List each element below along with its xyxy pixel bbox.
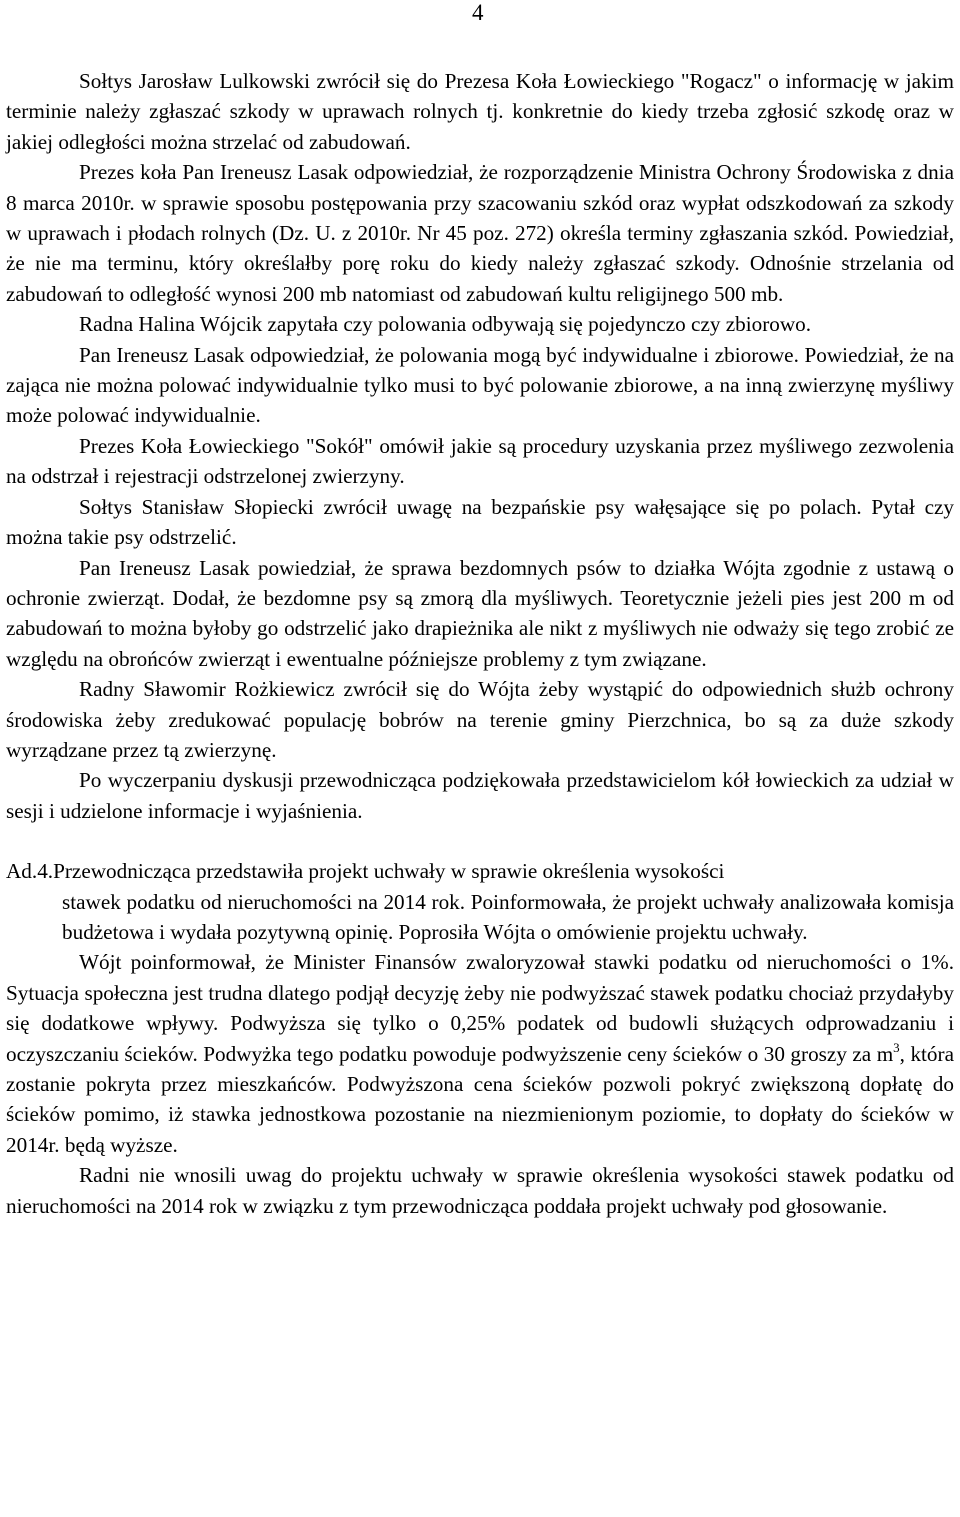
agenda-rest: stawek podatku od nieruchomości na 2014 rok. Poinformowała, że projekt uchwały analizowała komisja budżetowa i wydała pozytywną opinię. Poprosiła Wójta o omówienie projektu uchwały. xyxy=(62,889,954,944)
paragraph-radna-wojcik: Radna Halina Wójcik zapytała czy polowania odbywają się pojedynczo czy zbiorowo. xyxy=(79,312,812,337)
paragraph-soltys-slopiecki: Sołtys Stanisław Słopiecki zwrócił uwagę na bezpańskie psy wałęsające się po polach. Pytał czy można takie psy odstrzelić. xyxy=(6,494,954,550)
paragraph-lasak-psy: Pan Ireneusz Lasak powiedział, że sprawa bezdomnych psów to działka Wójta zgodnie z ustawą o ochronie zwierząt. Dodał, że bezdomne psy są zmorą dla myśliwych. Teoretycznie jeżeli pies jest 200 m od zabudowań to można byłoby go odstrzelić jako drapieżnika ale nikt z myśliwych nie odważy się tego zrobić ze względu na obrońców zwierząt i ewentualne późniejsze problemy z tym związane. xyxy=(6,555,954,671)
agenda-item-4 xyxy=(6,856,954,947)
paragraph-soltys-lulkowski: Sołtys Jarosław Lulkowski zwrócił się do Prezesa Koła Łowieckiego "Rogacz" o informację w jakim terminie należy zgłaszać szkody w uprawach rolnych tj. konkretnie do kiedy trzeba zgłosić szkodę oraz w jakiej odległości można strzelać od zabudowań. xyxy=(6,69,954,154)
document-body xyxy=(6,66,954,1221)
paragraph-radni-glosowanie: Radni nie wnosili uwag do projektu uchwały w sprawie określenia wysokości stawek podatku od nieruchomości na 2014 rok w związku z tym przewodnicząca poddała projekt uchwały pod głosowanie. xyxy=(6,1163,954,1218)
paragraph-prezes-sokol: Prezes Koła Łowieckiego "Sokół" omówił jakie są procedury uzyskania przez myśliwego zezwolenia na odstrzał i rejestracji odstrzelonej zwierzyny. xyxy=(6,433,954,489)
paragraph-prezes-lasak: Prezes koła Pan Ireneusz Lasak odpowiedział, że rozporządzenie Ministra Ochrony Środowiska z dnia 8 marca 2010r. w sprawie sposobu postępowania przy szacowaniu szkód oraz wypłat odszkodowań za szkody w uprawach i płodach rolnych (Dz. U. z 2010r. Nr 45 poz. 272) określa terminy zgłaszania szkód. Powiedział, że nie ma terminu, który określałby porę roku do kiedy należy zgłaszać szkody. Odnośnie strzelania od zabudowań to odległość wynosi 200 mb natomiast od zabudowań kultu religijnego 500 mb. xyxy=(6,160,954,306)
paragraph-radny-rozkiewicz: Radny Sławomir Rożkiewicz zwrócił się do Wójta żeby wystąpić do odpowiednich służb ochrony środowiska żeby zredukować populację bobrów na terenie gminy Pierzchnica, bo są za duże szkody wyrządzane przez tą zwierzynę. xyxy=(6,677,954,762)
paragraph-wojt-text-a: Wójt poinformował, że Minister Finansów zwaloryzował stawki podatku od nieruchomości o 1%. Sytuacja społeczna jest trudna dlatego podjął decyzję żeby nie podwyższać stawek podatku chociaż przydałyby się dodatkowe wpływy. Podwyższa się tylko o 0,25% podatek od budowli służących odprowadzaniu i oczyszczaniu ścieków. Podwyżka tego podatku powoduje podwyższenie ceny ścieków o 30 groszy za m xyxy=(6,950,954,1066)
agenda-first-line: Przewodnicząca przedstawiła projekt uchwały w sprawie określenia wysokości xyxy=(53,859,725,884)
paragraph-wojt-podatek xyxy=(6,947,954,1160)
paragraph-podziekowanie: Po wyczerpaniu dyskusji przewodnicząca podziękowała przedstawicielom kół łowieckich za udział w sesji i udzielone informacje i wyjaśnienia. xyxy=(6,768,954,823)
paragraph-wojt-text-b: , która zostanie pokryta przez mieszkańców. Podwyższona cena ścieków pozwoli pokryć zwiększoną dopłatę do ścieków pomimo, iż stawka jednostkowa pozostanie na niezmienionym poziomie, to dopłaty do ścieków w 2014r. będą wyższe. xyxy=(6,1041,954,1157)
agenda-number: Ad.4. xyxy=(6,859,54,884)
page-number: 4 xyxy=(472,0,484,25)
paragraph-lasak-polowania: Pan Ireneusz Lasak odpowiedział, że polowania mogą być indywidualne i zbiorowe. Powiedział, że na zająca nie można polować indywidualnie tylko musi to być polowanie zbiorowe, a na inną zwierzynę myśliwy może polować indywidualnie. xyxy=(6,342,954,428)
superscript-3: 3 xyxy=(893,1039,900,1055)
